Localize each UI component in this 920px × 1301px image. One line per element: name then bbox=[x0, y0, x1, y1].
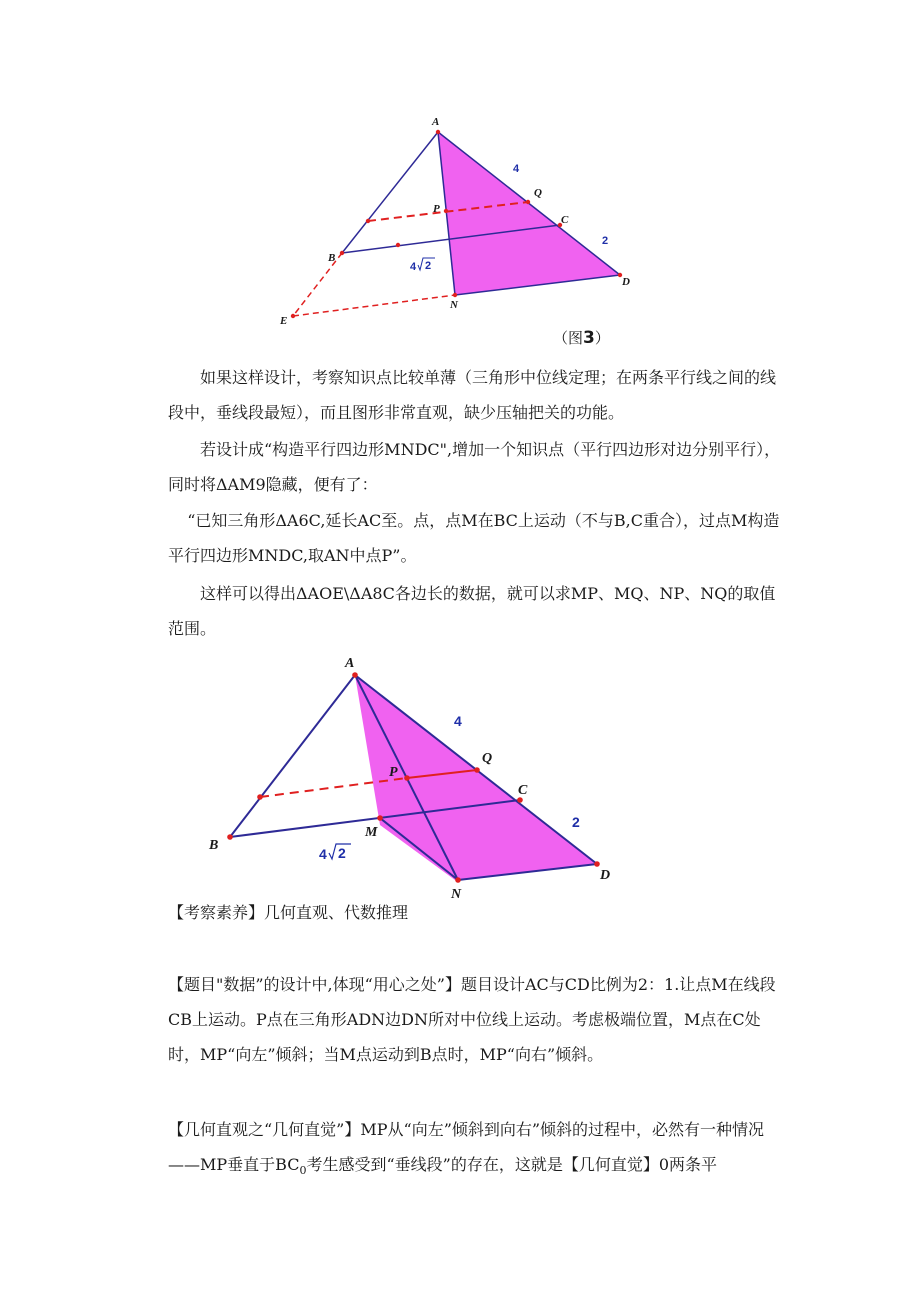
length-label-4root2 bbox=[410, 258, 435, 273]
svg-text:4: 4 bbox=[410, 261, 417, 273]
paragraph-3: “已知三角形ΔA6C,延长AC至。点，点M在BC上运动（不与B,C重合），过点M构造平行四边形MNDC,取AN中点P”。 bbox=[168, 511, 780, 565]
label-q: Q bbox=[534, 187, 542, 199]
label-d: D bbox=[622, 276, 630, 288]
label-b: B bbox=[209, 838, 219, 853]
label-q: Q bbox=[482, 751, 493, 766]
svg-text:2: 2 bbox=[425, 260, 432, 272]
label-n: N bbox=[450, 299, 458, 311]
paragraph-4: 这样可以得出ΔAOE\ΔA8C各边长的数据，就可以求MP、MQ、NP、NQ的取值范围。 bbox=[168, 584, 776, 638]
svg-text:4: 4 bbox=[319, 846, 327, 862]
paragraph-7 bbox=[168, 1112, 782, 1188]
length-label-4: 4 bbox=[513, 163, 520, 175]
paragraph-7-tail: 考生感受到“垂线段”的存在，这就是【几何直觉】0两条平 bbox=[306, 1155, 717, 1174]
length-label-2: 2 bbox=[602, 235, 609, 247]
paragraph-2: 若设计成“构造平行四边形MNDC",增加一个知识点（平行四边形对边分别平行），同时将ΔAM9隐藏，便有了： bbox=[168, 440, 781, 494]
dashed-en bbox=[293, 295, 455, 316]
label-e: E bbox=[280, 315, 288, 327]
figure-1-diagram bbox=[270, 110, 650, 335]
label-p: P bbox=[433, 203, 440, 215]
label-c: C bbox=[561, 214, 569, 226]
paragraph-1: 如果这样设计，考察知识点比较单薄（三角形中位线定理；在两条平行线之间的线段中，垂线段最短），而且图形非常直观，缺少压轴把关的功能。 bbox=[168, 368, 777, 422]
length-label-4: 4 bbox=[454, 713, 462, 729]
label-a: A bbox=[345, 656, 355, 671]
label-n: N bbox=[451, 887, 462, 900]
label-d: D bbox=[600, 868, 611, 883]
label-m: M bbox=[365, 825, 378, 840]
figure-1-caption: （图3） bbox=[553, 328, 610, 348]
paragraph-7-sub: 0 bbox=[299, 1164, 307, 1178]
segment-ab bbox=[230, 675, 355, 837]
label-c: C bbox=[518, 783, 528, 798]
label-b: B bbox=[328, 252, 336, 264]
label-a: A bbox=[432, 116, 440, 128]
figure-2-diagram bbox=[195, 650, 635, 900]
label-p: P bbox=[389, 765, 398, 780]
shaded-triangle bbox=[438, 132, 620, 295]
svg-text:2: 2 bbox=[338, 845, 346, 861]
paragraph-7-text: 【几何直观之“几何直觉”】MP从“向左”倾斜到向右”倾斜的过程中，必然有一种情况——MP垂直于BC bbox=[168, 1120, 765, 1174]
paragraph-5: 【考察素养】几何直观、代数推理 bbox=[168, 903, 409, 922]
segment-ab bbox=[342, 132, 438, 253]
length-label-2: 2 bbox=[572, 814, 580, 830]
paragraph-6: 【题目"数据”的设计中,体现“用心之处”】题目设计AC与CD比例为2：1.让点M在线段CB上运动。P点在三角形ADN边DN所对中位线上运动。考虑极端位置，M点在C处时，MP“向左”倾斜；当M点运动到B点时，MP“向右”倾斜。 bbox=[168, 975, 776, 1064]
length-label-4root2 bbox=[319, 844, 351, 862]
